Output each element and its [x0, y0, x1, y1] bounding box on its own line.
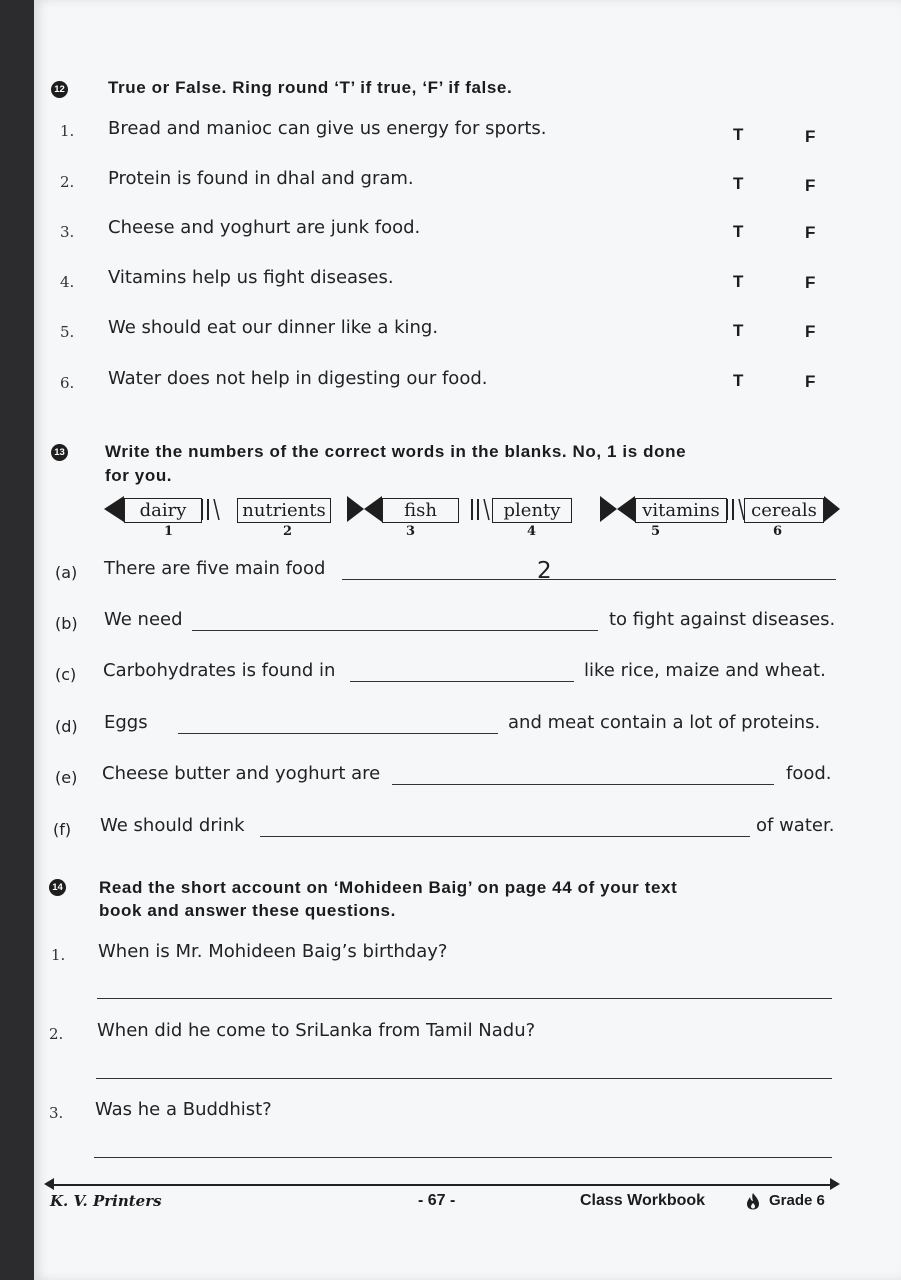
- question-12-heading: True or False. Ring round ‘T’ if true, ‘F’ if false.: [108, 78, 513, 97]
- item-number: 1.: [51, 946, 66, 964]
- word-number: 1: [164, 524, 174, 539]
- word-chip: vitamins: [635, 498, 727, 523]
- question-text: Was he a Buddhist?: [95, 1099, 272, 1120]
- word-chip: plenty: [492, 498, 572, 523]
- book-title: Class Workbook: [580, 1192, 706, 1209]
- word-number: 6: [773, 524, 783, 539]
- workbook-page: [34, 0, 901, 1280]
- item-number: 2.: [49, 1025, 64, 1043]
- word-number: 4: [527, 524, 537, 539]
- filled-answer: 2: [537, 558, 552, 584]
- statement: Cheese and yoghurt are junk food.: [108, 217, 421, 238]
- answer-blank[interactable]: [392, 784, 774, 785]
- item-number: 3.: [60, 223, 75, 241]
- footer-rule: [48, 1184, 836, 1186]
- false-option[interactable]: F: [805, 372, 816, 391]
- statement: Bread and manioc can give us energy for sports.: [108, 118, 547, 139]
- item-letter: (b): [55, 614, 78, 633]
- page-number: - 67 -: [418, 1192, 456, 1209]
- word-chip: dairy: [124, 498, 202, 523]
- sentence-end: to fight against diseases.: [609, 609, 836, 630]
- word-bank-ribbon: [102, 494, 842, 526]
- word-chip: cereals: [744, 498, 824, 523]
- sentence-end: of water.: [756, 815, 835, 836]
- false-option[interactable]: F: [805, 223, 816, 242]
- answer-blank[interactable]: [260, 836, 750, 837]
- word-chip: nutrients: [237, 498, 331, 523]
- sentence-start: We need: [104, 609, 183, 630]
- statement: We should eat our dinner like a king.: [108, 317, 439, 338]
- sentence-start: We should drink: [100, 815, 245, 836]
- sentence-start: Cheese butter and yoghurt are: [102, 763, 381, 784]
- word-number: 2: [283, 524, 293, 539]
- question-13-badge: 13: [51, 444, 68, 461]
- answer-line[interactable]: [94, 1157, 832, 1158]
- true-option[interactable]: T: [733, 125, 744, 144]
- statement: Protein is found in dhal and gram.: [108, 168, 414, 189]
- sentence-start: There are five main food: [104, 558, 326, 579]
- question-14-heading: Read the short account on ‘Mohideen Baig’ on page 44 of your text: [99, 878, 678, 897]
- true-option[interactable]: T: [733, 174, 744, 193]
- flame-icon: [745, 1192, 761, 1210]
- answer-blank[interactable]: [192, 630, 598, 631]
- statement: Vitamins help us fight diseases.: [108, 267, 394, 288]
- answer-blank[interactable]: [350, 681, 574, 682]
- item-number: 5.: [60, 323, 75, 341]
- question-13-heading: Write the numbers of the correct words in the blanks. No, 1 is done: [105, 442, 687, 461]
- question-14-badge: 14: [49, 879, 66, 896]
- item-letter: (c): [55, 665, 77, 684]
- sentence-end: and meat contain a lot of proteins.: [508, 712, 821, 733]
- item-number: 6.: [60, 374, 75, 392]
- sentence-end: food.: [786, 763, 832, 784]
- word-number: 5: [651, 524, 661, 539]
- true-option[interactable]: T: [733, 272, 744, 291]
- question-13-heading-cont: for you.: [105, 466, 173, 485]
- true-option[interactable]: T: [733, 371, 744, 390]
- grade-label: Grade 6: [769, 1192, 825, 1209]
- item-letter: (f): [53, 820, 72, 839]
- false-option[interactable]: F: [805, 273, 816, 292]
- sentence-end: like rice, maize and wheat.: [584, 660, 826, 681]
- item-letter: (d): [55, 717, 78, 736]
- item-letter: (a): [55, 563, 78, 582]
- false-option[interactable]: F: [805, 322, 816, 341]
- statement: Water does not help in digesting our food.: [108, 368, 488, 389]
- item-number: 1.: [60, 122, 75, 140]
- item-letter: (e): [55, 768, 78, 787]
- question-14-heading-cont: book and answer these questions.: [99, 901, 396, 920]
- word-number: 3: [406, 524, 416, 539]
- answer-blank[interactable]: [178, 733, 498, 734]
- item-number: 2.: [60, 173, 75, 191]
- sentence-start: Carbohydrates is found in: [103, 660, 336, 681]
- answer-line[interactable]: [97, 998, 832, 999]
- answer-blank[interactable]: [342, 579, 836, 580]
- question-text: When is Mr. Mohideen Baig’s birthday?: [98, 941, 448, 962]
- answer-line[interactable]: [96, 1078, 832, 1079]
- true-option[interactable]: T: [733, 222, 744, 241]
- footer-arrow-right: [830, 1178, 840, 1190]
- footer-arrow-left: [44, 1178, 54, 1190]
- item-number: 3.: [49, 1104, 64, 1122]
- question-text: When did he come to SriLanka from Tamil Nadu?: [97, 1020, 536, 1041]
- false-option[interactable]: F: [805, 127, 816, 146]
- true-option[interactable]: T: [733, 321, 744, 340]
- item-number: 4.: [60, 273, 75, 291]
- false-option[interactable]: F: [805, 176, 816, 195]
- word-chip: fish: [382, 498, 459, 523]
- question-12-badge: 12: [51, 81, 68, 98]
- sentence-start: Eggs: [104, 712, 148, 733]
- publisher-name: K. V. Printers: [50, 1192, 162, 1210]
